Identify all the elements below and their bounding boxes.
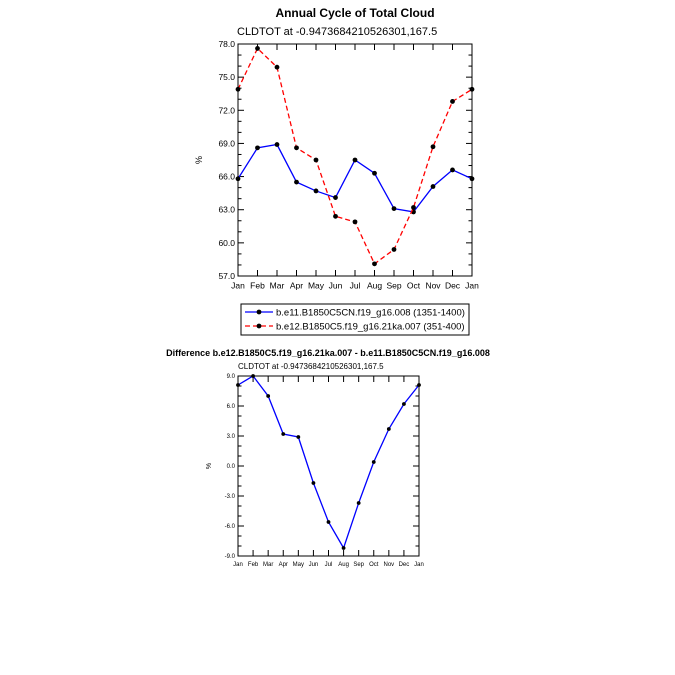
x-tick-label: Jul [324,562,333,568]
y-tick-label: 66.0 [218,171,235,182]
x-tick-label: Jan [233,562,243,568]
chart2-series [236,374,421,550]
data-point [296,435,300,439]
data-point [411,205,416,210]
data-point [236,176,241,181]
x-tick-label: Jul [349,280,361,291]
legend-marker-series-1 [257,310,262,315]
y-tick-label: 3.0 [226,434,235,441]
data-point [392,206,397,211]
data-point [294,145,299,150]
data-point [431,144,436,149]
chart1-ticks [218,39,479,291]
x-tick-label: Aug [366,280,383,291]
data-point [266,394,270,398]
chart2-subtitle: CLDTOT at -0.9473684210526301,167.5 [238,362,384,371]
x-tick-label: Oct [369,562,379,568]
legend-label-series-2: b.e12.B1850C5.f19_g16.21ka.007 (351-400) [276,321,465,333]
data-point [312,481,316,485]
series-line-2 [238,48,472,263]
data-point [372,261,377,266]
y-tick-label: 69.0 [218,138,235,149]
data-point [431,184,436,189]
x-tick-label: Nov [425,280,441,291]
y-tick-label: 72.0 [218,105,235,116]
data-point [372,171,377,176]
data-point [333,214,338,219]
x-tick-label: Sep [386,280,402,291]
y-tick-label: 0.0 [226,464,235,471]
chart2-title: Difference b.e12.B1850C5.f19_g16.21ka.007 - b.e11.B1850C5CN.f19_g16.008 [166,348,490,358]
data-point [417,383,421,387]
y-tick-label: -9.0 [224,554,235,561]
data-point [275,65,280,70]
chart1-y-axis-label: % [194,155,204,165]
x-tick-label: Apr [289,280,304,291]
data-point [392,247,397,252]
data-point [314,189,319,194]
data-point [333,195,338,200]
x-tick-label: Jun [308,562,319,568]
data-point [357,501,361,505]
chart1-series [236,46,475,266]
x-tick-label: Dec [444,280,461,291]
x-tick-label: Jan [414,562,424,568]
x-tick-label: Apr [278,562,288,568]
data-point [275,142,280,147]
data-point [314,158,319,163]
data-point [236,383,240,387]
y-tick-label: 57.0 [218,270,235,281]
data-point [470,87,475,92]
x-tick-label: Aug [338,562,349,568]
y-tick-label: 75.0 [218,72,235,83]
data-point [470,176,475,181]
y-tick-label: 9.0 [226,374,235,381]
chart2-ticks [225,374,424,568]
chart2-frame [238,376,419,556]
chart1-title: Annual Cycle of Total Cloud [275,6,435,20]
x-tick-label: Sep [353,562,365,568]
data-point [342,546,346,550]
x-tick-label: Feb [247,562,259,568]
chart1-subtitle: CLDTOT at -0.9473684210526301,167.5 [237,26,438,38]
y-tick-label: 60.0 [218,237,235,248]
data-point [372,460,376,464]
series-line-1 [238,145,472,212]
data-point [294,180,299,185]
y-tick-label: -3.0 [224,494,235,501]
x-tick-label: Jan [231,280,245,291]
data-point [402,402,406,406]
data-point [387,427,391,431]
chart1-legend [241,304,469,335]
legend-marker-series-2 [257,324,262,329]
x-tick-label: May [292,562,305,568]
annual-cycle-chart [194,6,479,335]
x-tick-label: Mar [269,280,285,291]
x-tick-label: Mar [262,562,274,568]
data-point [281,432,285,436]
y-tick-label: 78.0 [218,38,235,49]
data-point [255,46,260,51]
data-point [353,219,358,224]
y-tick-label: 63.0 [218,204,235,215]
data-point [353,158,358,163]
data-point [450,99,455,104]
y-tick-label: -6.0 [224,524,235,531]
x-tick-label: Jan [465,280,479,291]
data-point [450,168,455,173]
x-tick-label: May [307,280,325,291]
x-tick-label: Feb [250,280,265,291]
data-point [236,87,241,92]
data-point [327,520,331,524]
x-tick-label: Dec [398,562,410,568]
x-tick-label: Jun [328,280,343,291]
data-point [251,374,255,378]
x-tick-label: Nov [383,562,395,568]
difference-chart [166,348,490,568]
data-point [255,145,260,150]
y-tick-label: 6.0 [226,404,235,411]
legend-label-series-1: b.e11.B1850C5CN.f19_g16.008 (1351-1400) [276,307,465,319]
x-tick-label: Oct [406,280,421,291]
chart2-y-axis-label: % [206,462,213,470]
